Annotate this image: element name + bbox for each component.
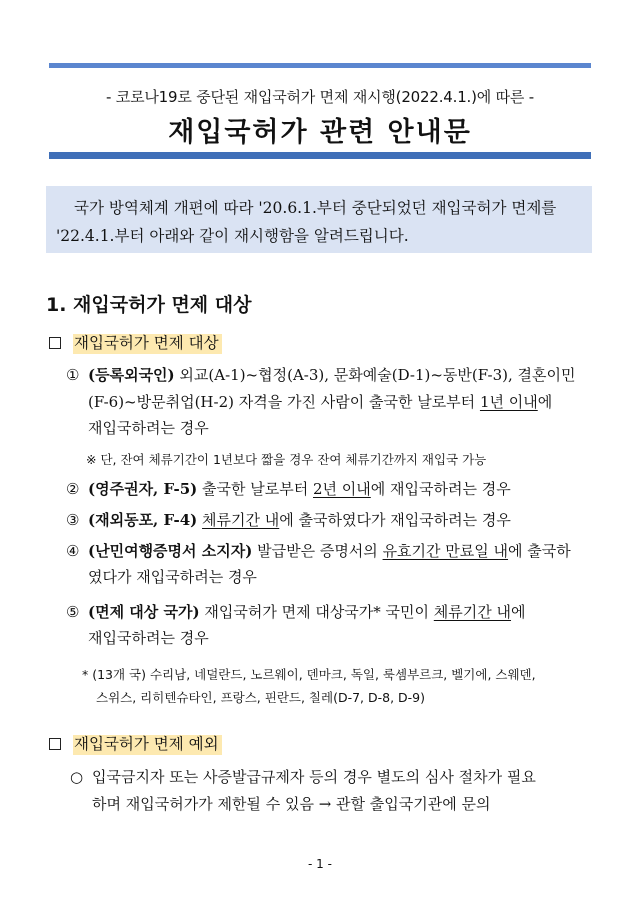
box-heading-label: 재입국허가 면제 예외 <box>73 735 222 755</box>
document-title: 재입국허가 관련 안내문 <box>168 117 472 148</box>
notice-box <box>46 186 592 253</box>
checkbox-icon <box>49 738 61 750</box>
item-5-line-1: ⑤ (면제 대상 국가) 재입국허가 면제 대상국가* 국민이 체류기간 내에 <box>66 603 526 621</box>
item-number: ① <box>66 366 80 384</box>
item-2: ② (영주권자, F-5) 출국한 날로부터 2년 이내에 재입국하려는 경우 <box>66 480 511 498</box>
box-heading-exception <box>49 732 222 754</box>
item-1-note: ※ 단, 잔여 체류기간이 1년보다 짧을 경우 잔여 체류기간까지 재입국 가능 <box>86 452 487 467</box>
item-5-line-2: 재입국하려는 경우 <box>88 629 209 647</box>
item-5-note-line-1: * (13개 국) 수리남, 네덜란드, 노르웨이, 덴마크, 독일, 룩셈부르크, 벨기에, 스웨덴, <box>82 667 536 682</box>
exception-line-1: ○ 입국금지자 또는 사증발급규제자 등의 경우 별도의 심사 절차가 필요 <box>70 768 536 786</box>
notice-line-2: '22.4.1.부터 아래와 같이 재시행함을 알려드립니다. <box>56 227 409 245</box>
item-4-line-2: 였다가 재입국하려는 경우 <box>88 568 257 586</box>
item-1-line-3: 재입국하려는 경우 <box>88 419 209 437</box>
section-1-title: 1. 재입국허가 면제 대상 <box>46 294 252 316</box>
item-1-category: (등록외국인) <box>88 366 175 384</box>
page-number: - 1 - <box>308 857 332 871</box>
header-top-rule <box>49 63 591 68</box>
exception-line-2: 하며 재입국허가가 제한될 수 있음 → 관할 출입국기관에 문의 <box>92 795 491 813</box>
document-subtitle: - 코로나19로 중단된 재입국허가 면제 재시행(2022.4.1.)에 따른 - <box>106 88 534 106</box>
box-heading-label: 재입국허가 면제 대상 <box>73 334 222 354</box>
header-bottom-rule <box>49 152 591 159</box>
box-heading-exemption <box>49 331 222 353</box>
notice-line-1: 국가 방역체계 개편에 따라 '20.6.1.부터 중단되었던 재입국허가 면제를 <box>74 199 557 217</box>
item-1-line-1: ① (등록외국인) 외교(A-1)~협정(A-3), 문화예술(D-1)~동반(F-3), 결혼이민 <box>66 366 576 384</box>
item-5-note-line-2: 스위스, 리히텐슈타인, 프랑스, 핀란드, 칠레(D-7, D-8, D-9) <box>96 690 425 705</box>
item-3: ③ (재외동포, F-4) 체류기간 내에 출국하였다가 재입국하려는 경우 <box>66 511 511 529</box>
checkbox-icon <box>49 337 61 349</box>
item-1-line-2: (F-6)~방문취업(H-2) 자격을 가진 사람이 출국한 날로부터 1년 이내에 <box>88 393 553 411</box>
item-4-line-1: ④ (난민여행증명서 소지자) 발급받은 증명서의 유효기간 만료일 내에 출국하 <box>66 542 571 560</box>
circle-bullet-icon: ○ <box>70 768 84 786</box>
